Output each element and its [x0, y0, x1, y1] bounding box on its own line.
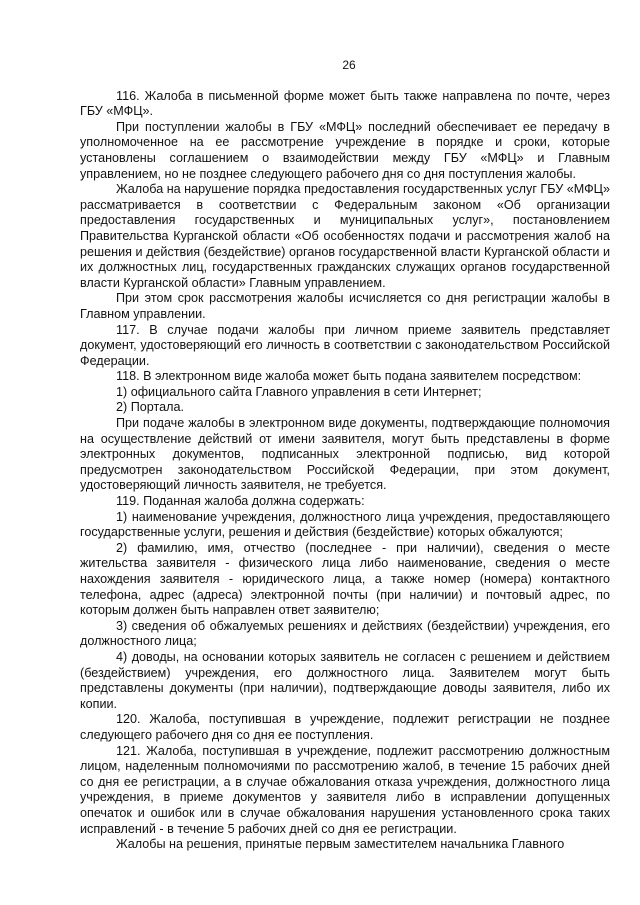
- paragraph: При подаче жалобы в электронном виде документы, подтверждающие полномочия на осуществление действий от имени заявителя, могут быть представлены в форме электронных документов, подписанных электронной подписью, вид которой предусмотрен законодательством Российской Федерации, при этом документ, удостоверяющий личность заявителя, не требуется.: [80, 416, 610, 493]
- paragraph: 119. Поданная жалоба должна содержать:: [116, 494, 365, 509]
- paragraph: 116. Жалоба в письменной форме может быть также направлена по почте, через ГБУ «МФЦ».: [80, 88, 610, 119]
- paragraph: 117. В случае подачи жалобы при личном приеме заявитель представляет документ, удостоверяющий его личность в соответствии с законодательством Российской Федерации.: [80, 322, 610, 368]
- paragraph: 118. В электронном виде жалоба может быть подана заявителем посредством:: [116, 369, 582, 384]
- paragraph: Жалоба на нарушение порядка предоставления государственных услуг ГБУ «МФЦ» рассматривается в соответствии с Федеральным законом «Об организации предоставления государственных и муниципальных услуг», постановлением Правительства Курганской области «Об особенностях подачи и рассмотрения жалоб на решения и действия (бездействие) органов государственной власти Курганской области и их должностных лиц, государственных гражданских служащих органов государственной власти Курганской области» Главным управлением.: [80, 182, 610, 290]
- list-item: 1) наименование учреждения, должностного лица учреждения, предоставляющего государственные услуги, решения и действия (бездействие) которых обжалуются;: [80, 509, 610, 540]
- paragraph: 121. Жалоба, поступившая в учреждение, подлежит рассмотрению должностным лицом, наделенным полномочиями по рассмотрению жалоб, в течение 15 рабочих дней со дня ее регистрации, а в случае обжалования отказа учреждения, должностного лица учреждения, в приеме документов у заявителя либо в исправлении допущенных опечаток и ошибок или в случае обжалования нарушения установленного срока таких исправлений - в течение 5 рабочих дней со дня ее регистрации.: [80, 743, 610, 836]
- list-item: 1) официального сайта Главного управления в сети Интернет;: [116, 384, 482, 399]
- paragraph: При поступлении жалобы в ГБУ «МФЦ» последний обеспечивает ее передачу в уполномоченное на ее рассмотрение учреждение в порядке и сроки, которые установлены соглашением о взаимодействии между ГБУ «МФЦ» и Главным управлением, но не позднее следующего рабочего дня со дня поступления жалобы.: [80, 119, 610, 181]
- paragraph: При этом срок рассмотрения жалобы исчисляется со дня регистрации жалобы в Главном управлении.: [80, 291, 610, 321]
- page-number: 26: [342, 58, 356, 72]
- document-page: [80, 58, 610, 853]
- paragraph: 120. Жалоба, поступившая в учреждение, подлежит регистрации не позднее следующего рабочего дня со дня ее поступления.: [80, 712, 610, 742]
- list-item: 2) фамилию, имя, отчество (последнее - при наличии), сведения о месте жительства заявителя - физического лица либо наименование, сведения о месте нахождения заявителя - юридического лица, а также номер (номера) контактного телефона, адрес (адреса) электронной почты (при наличии) и почтовый адрес, по которым должен быть направлен ответ заявителю;: [80, 540, 610, 618]
- list-item: 2) Портала.: [116, 400, 184, 415]
- list-item: 4) доводы, на основании которых заявитель не согласен с решением и действием (бездействием) учреждения, его должностного лица. Заявителем могут быть представлены документы (при наличии), подтверждающие доводы заявителя, либо их копии.: [80, 649, 610, 711]
- list-item: 3) сведения об обжалуемых решениях и действиях (бездействии) учреждения, его должностного лица;: [80, 618, 610, 649]
- paragraph: Жалобы на решения, принятые первым заместителем начальника Главного: [116, 837, 565, 852]
